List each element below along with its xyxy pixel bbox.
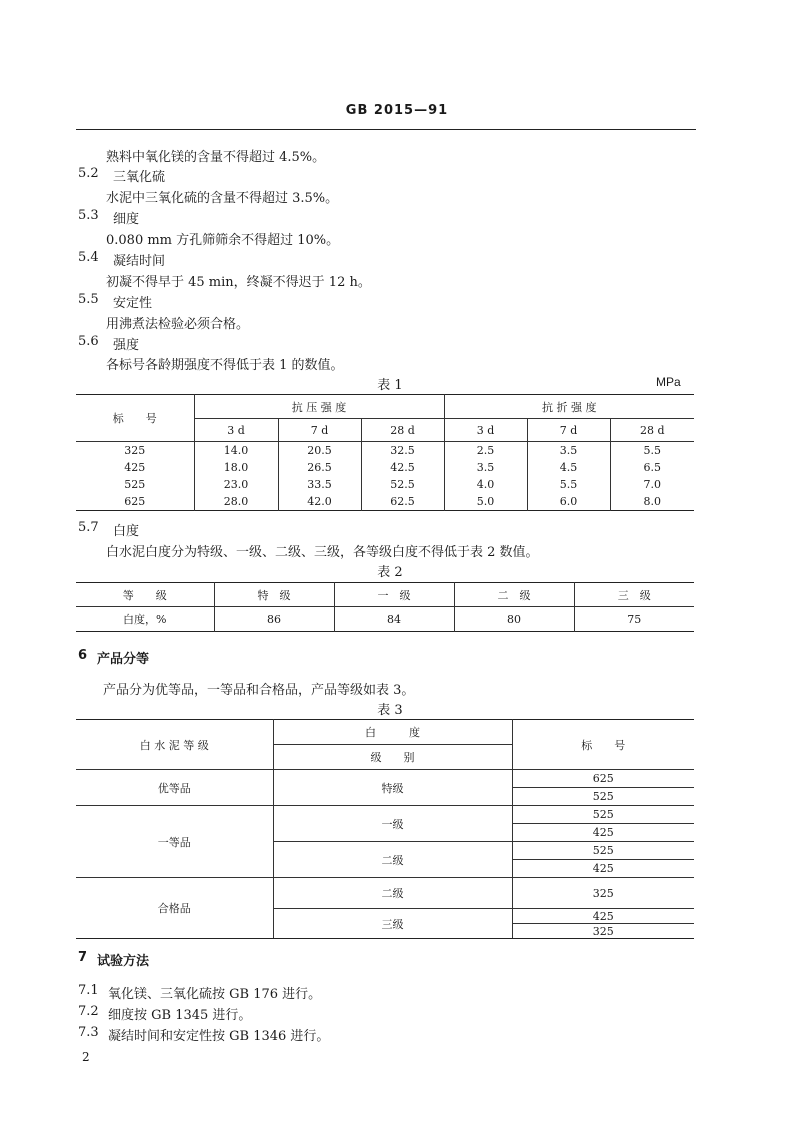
table1-cell: 325 [76,442,194,460]
table1-cell: 62.5 [361,493,444,511]
table3-mark: 425 [512,824,694,842]
section-7-title: 试验方法 [97,954,150,969]
table2-cell: 84 [334,607,454,632]
table-row [76,459,694,476]
table1-cell: 8.0 [643,495,661,508]
table2 [76,582,694,632]
table2-cell: 白度，% [76,607,214,632]
table1-cell: 6.5 [643,461,661,474]
section-5-5-text: 用沸煮法检验必须合格。 [106,317,250,332]
table-row [76,878,694,909]
table1-age: 7 d [278,419,361,442]
table3-mark: 525 [512,842,694,860]
table2-header: 二 级 [454,583,574,607]
section-5-5-title: 安定性 [113,296,153,311]
table3-grade: 优等品 [76,770,273,806]
table1-cell: 42.0 [278,493,361,511]
section-5-7-number: 5.7 [78,520,99,535]
table2-header: 三 级 [617,588,651,602]
table3-mark: 625 [512,770,694,788]
section-5-6-text: 各标号各龄期强度不得低于表 1 的数值。 [106,358,344,373]
table1-cell: 23.0 [194,476,278,493]
table3-grade-header: 白 水 泥 等 级 [76,720,273,770]
table3-mark-header: 标 号 [512,720,694,770]
section-7-1-text: 氧化镁、三氧化硫按 GB 176 进行。 [108,987,322,1002]
table1-age: 28 d [361,419,444,442]
table1-flex-header: 抗 折 强 度 [444,395,694,419]
table1-cell: 26.5 [278,459,361,476]
table1 [76,394,694,511]
section-5-5-number: 5.5 [78,292,99,307]
table3-level: 二级 [273,878,512,909]
table-row [76,806,694,824]
table-row [76,607,694,632]
table1-cell: 20.5 [278,442,361,460]
table2-header: 一 级 [334,583,454,607]
section-5-3-title: 细度 [113,212,140,227]
section-6-text: 产品分为优等品，一等品和合格品，产品等级如表 3。 [103,683,415,698]
table1-age: 3 d [194,419,278,442]
header-rule [76,129,696,130]
table1-cell: 3.5 [527,442,610,460]
table2-caption: 表 2 [377,565,403,580]
table1-cell: 5.5 [643,444,661,457]
section-7-2-number: 7.2 [78,1004,99,1019]
table1-cell: 4.0 [444,476,527,493]
table1-cell: 425 [76,459,194,476]
table1-caption: 表 1 [377,378,403,393]
table3-grade: 合格品 [76,878,273,939]
page-number: 2 [82,1050,90,1064]
page-header: GB 2015—91 [345,103,449,118]
table3-mark: 425 [512,909,694,924]
magnesia-text: 熟料中氧化镁的含量不得超过 4.5%。 [106,150,326,165]
table1-age: 7 d [527,419,610,442]
table1-age: 28 d [639,423,665,437]
table1-cell: 3.5 [444,459,527,476]
table1-cell: 6.0 [527,493,610,511]
table3-mark: 425 [512,860,694,878]
table1-cell: 7.0 [643,478,661,491]
table-row [76,493,694,511]
table2-cell: 75 [627,612,642,626]
table1-cell: 28.0 [194,493,278,511]
section-5-4-title: 凝结时间 [113,254,166,269]
section-7-2-text: 细度按 GB 1345 进行。 [108,1008,252,1023]
table1-cell: 5.5 [527,476,610,493]
table1-cell: 32.5 [361,442,444,460]
section-7-1-number: 7.1 [78,983,99,998]
table2-header: 特 级 [214,583,334,607]
table1-cell: 52.5 [361,476,444,493]
section-5-7-title: 白度 [113,524,140,539]
table3-caption: 表 3 [377,703,403,718]
table1-grade-header: 标 号 [76,395,194,442]
table-row [76,476,694,493]
section-5-6-title: 强度 [113,338,140,353]
table1-unit: MPa [656,375,681,389]
section-5-3-text: 0.080 mm 方孔筛筛余不得超过 10%。 [106,233,340,248]
table3-mark: 325 [592,924,614,938]
table1-cell: 525 [76,476,194,493]
section-6-title: 产品分等 [97,652,150,667]
section-7-3-text: 凝结时间和安定性按 GB 1346 进行。 [108,1029,330,1044]
table-row [76,442,694,460]
section-5-4-number: 5.4 [78,250,99,265]
table1-cell: 42.5 [361,459,444,476]
table2-header: 等 级 [76,583,214,607]
table3-level: 特级 [273,770,512,806]
table1-cell: 14.0 [194,442,278,460]
table3-level-header: 级 别 [273,745,512,770]
table3-level: 二级 [273,842,512,878]
table2-cell: 80 [454,607,574,632]
section-5-2-number: 5.2 [78,166,99,181]
table1-cell: 625 [76,493,194,511]
table3-grade: 一等品 [76,806,273,878]
table3-white-header: 白 度 [273,720,512,745]
section-5-7-text: 白水泥白度分为特级、一级、二级、三级，各等级白度不得低于表 2 数值。 [106,545,539,560]
section-7-3-number: 7.3 [78,1025,99,1040]
table1-cell: 5.0 [444,493,527,511]
section-5-3-number: 5.3 [78,208,99,223]
table1-cell: 4.5 [527,459,610,476]
section-5-6-number: 5.6 [78,334,99,349]
table2-cell: 86 [214,607,334,632]
section-5-4-text: 初凝不得早于 45 min，终凝不得迟于 12 h。 [106,275,371,290]
table3-mark: 525 [512,788,694,806]
table3-level: 三级 [273,909,512,939]
table3 [76,719,694,939]
table1-cell: 18.0 [194,459,278,476]
table3-mark: 525 [512,806,694,824]
section-6-number: 6 [78,648,88,663]
section-5-2-title: 三氧化硫 [113,170,166,185]
table3-level: 一级 [273,806,512,842]
table1-age: 3 d [444,419,527,442]
table1-cell: 33.5 [278,476,361,493]
table1-compress-header: 抗 压 强 度 [194,395,444,419]
section-7-number: 7 [78,950,88,965]
table1-cell: 2.5 [444,442,527,460]
table-row [76,770,694,788]
table3-mark: 325 [512,878,694,909]
section-5-2-text: 水泥中三氧化硫的含量不得超过 3.5%。 [106,191,339,206]
